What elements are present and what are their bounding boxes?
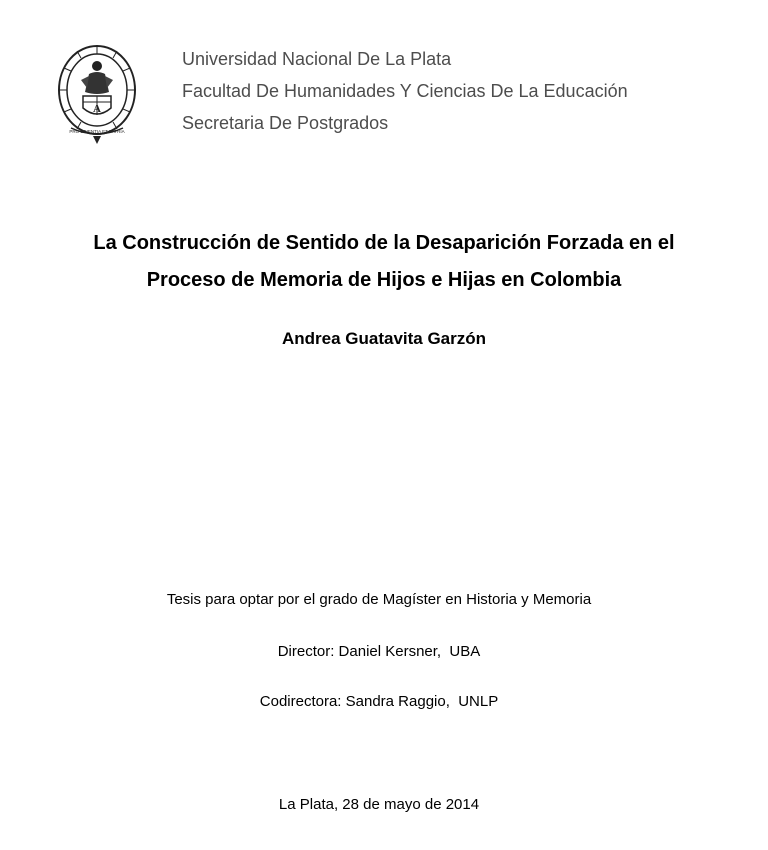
seal-motto: PRO SCIENTIA ET PATRIA [69,129,125,134]
author-name: Andrea Guatavita Garzón [281,329,487,348]
university-name: Universidad Nacional De La Plata [182,49,452,69]
place-date: La Plata, 28 de mayo de 2014 [278,796,480,813]
faculty-name: Facultad De Humanidades Y Ciencias De La Educación [182,81,628,101]
codirector: Codirectora: Sandra Raggio, UNLP [259,693,499,710]
director: Director: Daniel Kersner, UBA [277,643,481,660]
university-seal-icon [55,40,139,146]
secretariat-name: Secretaria De Postgrados [182,113,389,133]
seal-letter: A [93,103,101,115]
thesis-title-line-2: Proceso de Memoria de Hijos e Hijas en Colombia [146,269,622,291]
degree-statement: Tesis para optar por el grado de Magíster en Historia y Memoria [166,591,592,608]
thesis-title-line-1: La Construcción de Sentido de la Desaparición Forzada en el [93,232,675,254]
